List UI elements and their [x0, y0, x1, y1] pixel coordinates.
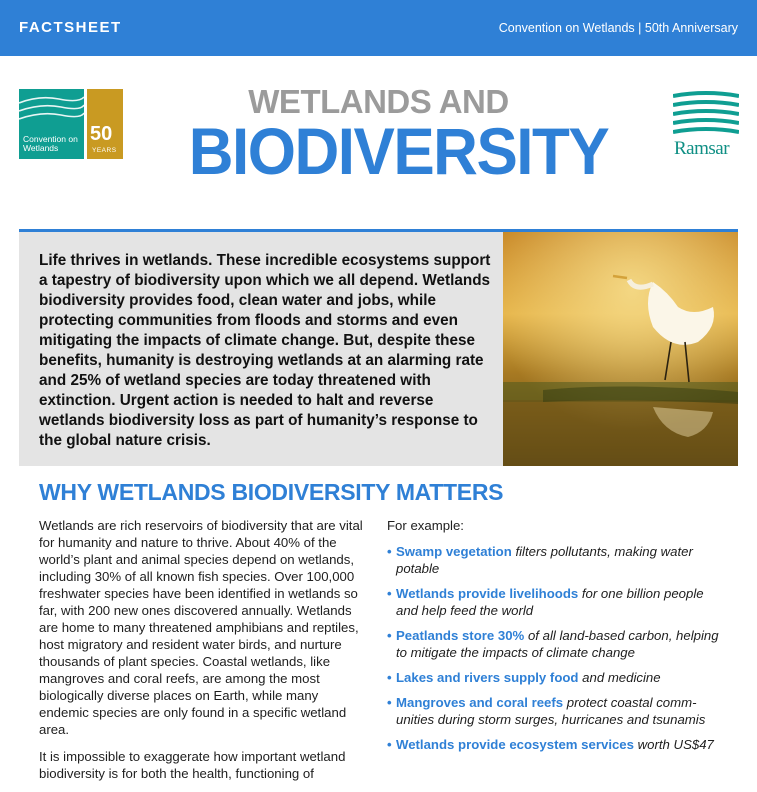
- body-text-left: [39, 517, 367, 792]
- intro-text: Life thrives in wetlands. These incredible ecosystems support a tapestry of biodiversity upon which we all depend. Wetlands biodiversity provides food, clean water and jobs, while protecting communities from floods and storms and even mitigating the impacts of climate change. But, despite these benefits, humanity is destroying wetlands at an alarming rate and 25% of wetland species are today threatened with extinction. Urgent action is needed to halt and reverse wetlands biodiversity loss as part of humanity’s response to the global nature crisis.: [39, 252, 491, 449]
- intro-box: [19, 229, 738, 466]
- title-line-1: WETLANDS AND: [248, 83, 509, 120]
- body-paragraph-2: It is impossible to exaggerate how important wetland biodiversity is for both the health, functioning of: [39, 749, 346, 781]
- bullet-icon: •: [387, 695, 392, 710]
- list-item: • Mangroves and coral reefs protect coastal comm-unities during storm surges, hurricanes and tsunamis: [387, 695, 706, 727]
- bullet-icon: •: [387, 544, 392, 559]
- bullet-icon: •: [387, 737, 392, 752]
- list-item: • Wetlands provide ecosystem services worth US$47: [387, 737, 714, 752]
- logo-years: YEARS: [92, 147, 117, 154]
- list-item: • Wetlands provide livelihoods for one billion people and help feed the world: [387, 586, 704, 618]
- bullet-icon: •: [387, 586, 392, 601]
- examples-intro: For example:: [387, 518, 464, 533]
- ramsar-logo-text: Ramsar: [674, 138, 730, 159]
- list-item: • Swamp vegetation filters pollutants, making water potable: [387, 544, 693, 576]
- examples-column: [387, 517, 727, 761]
- list-item: • Peatlands store 30% of all land-based carbon, helping to mitigate the impacts of climate change: [387, 628, 719, 660]
- section-heading: WHY WETLANDS BIODIVERSITY MATTERS: [39, 479, 504, 505]
- logo-number: 50: [90, 123, 113, 145]
- examples-list: [387, 543, 727, 753]
- bullet-icon: •: [387, 670, 392, 685]
- factsheet-label: FACTSHEET: [19, 19, 122, 36]
- body-paragraph-1: Wetlands are rich reservoirs of biodiversity that are vital for humanity and nature to thrive. About 40% of the world’s plant and animal species depend on wetlands, including 30% of all known fish species. Over 100,000 freshwater species have been identified in wetlands so far, with 200 new ones discovered annually. Wetlands are home to many threatened amphibians and reptiles, host migratory and resident water birds, and nurture thousands of plant species. Coastal wetlands, like mangroves and coral reefs, are among the most biologically diverse places on Earth, while many endemic species are only found in a specific wetland area.: [39, 518, 363, 737]
- logo-text: Convention on Wetlands: [23, 134, 78, 153]
- page-title: BIODIVERSITY: [188, 115, 609, 190]
- bullet-icon: •: [387, 628, 392, 643]
- header-bar: [0, 0, 757, 56]
- list-item: • Lakes and rivers supply food and medicine: [387, 670, 661, 685]
- anniversary-label: Convention on Wetlands | 50th Anniversary: [498, 21, 738, 35]
- egret-photo: [503, 232, 738, 466]
